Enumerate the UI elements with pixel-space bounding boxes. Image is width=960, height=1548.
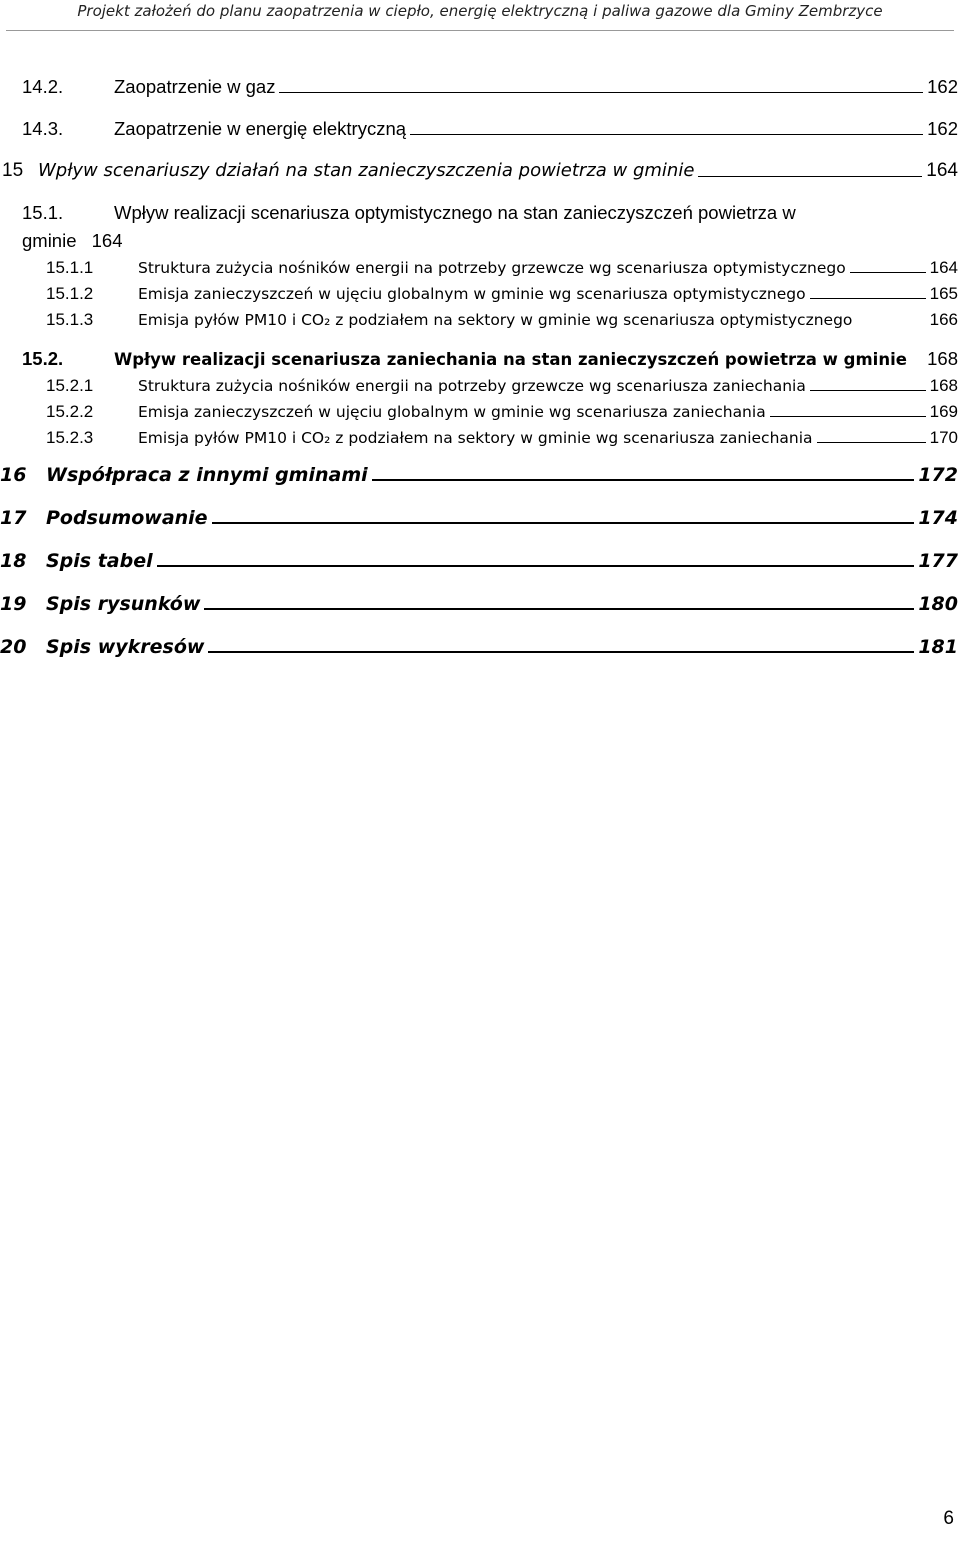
- toc-entry[interactable]: [46, 402, 958, 422]
- toc-entry[interactable]: [22, 76, 958, 98]
- toc-entry-page: 166: [929, 310, 958, 329]
- toc-entry-page: 177: [918, 550, 958, 572]
- toc-entry[interactable]: [0, 593, 958, 615]
- toc-leader-line: [770, 415, 926, 417]
- toc-entry-page: 168: [927, 348, 958, 369]
- toc-entry[interactable]: [46, 284, 958, 304]
- toc-leader-line: [372, 478, 915, 481]
- toc-entry-number: 15.1.: [22, 202, 64, 223]
- toc-leader-line: [698, 175, 922, 177]
- toc-entry-title: Spis wykresów: [46, 636, 205, 658]
- toc-entry-title: Podsumowanie: [46, 507, 208, 529]
- document-header: Projekt założeń do planu zaopatrzenia w ciepło, energię elektryczną i paliwa gazowe dla Gminy Zembrzyce: [77, 2, 883, 20]
- toc-entry-page: 162: [927, 118, 958, 139]
- toc-leader-line: [212, 521, 915, 524]
- toc-entry[interactable]: [46, 310, 958, 330]
- toc-entry-page: 180: [918, 593, 958, 615]
- toc-entry-title-continuation: gminie: [22, 230, 77, 251]
- toc-entry[interactable]: [0, 507, 958, 529]
- toc-entry[interactable]: [2, 160, 958, 182]
- toc-entry[interactable]: [46, 428, 958, 448]
- toc-entry-number: 15.1.2: [46, 284, 94, 303]
- toc-leader-line: [810, 297, 926, 299]
- toc-entry-number: 15.2.: [22, 348, 64, 369]
- toc-leader-line: [157, 564, 915, 567]
- toc-entry-continuation[interactable]: [22, 230, 123, 252]
- toc-entry[interactable]: [22, 118, 958, 140]
- toc-entry[interactable]: [0, 464, 958, 486]
- toc-entry-page: 181: [918, 636, 958, 658]
- toc-entry-number: 18: [0, 550, 27, 572]
- toc-entry-title: Emisja zanieczyszczeń w ujęciu globalnym w gminie wg scenariusza optymistycznego: [138, 285, 806, 303]
- toc-entry-page: 169: [929, 402, 958, 421]
- toc-entry-title: Współpraca z innymi gminami: [46, 464, 368, 486]
- toc-entry-title: Wpływ realizacji scenariusza zaniechania na stan zanieczyszczeń powietrza w gminie: [114, 350, 907, 369]
- toc-entry-number: 15.2.2: [46, 402, 94, 421]
- toc-entry-title: Spis rysunków: [46, 593, 201, 615]
- toc-entry-title: Emisja pyłów PM10 i CO₂ z podziałem na sektory w gminie wg scenariusza zaniechania: [138, 429, 813, 447]
- toc-leader-line: [817, 441, 926, 443]
- page-number: 6: [943, 1508, 954, 1529]
- toc-leader-line: [911, 364, 923, 365]
- toc-entry-title: Zaopatrzenie w energię elektryczną: [114, 118, 407, 139]
- toc-entry-page: 165: [929, 284, 958, 303]
- toc-entry-number: 15.1.3: [46, 310, 94, 329]
- toc-entry-number: 15.2.1: [46, 376, 94, 395]
- toc-entry-title: Emisja pyłów PM10 i CO₂ z podziałem na sektory w gminie wg scenariusza optymistycznego: [138, 311, 853, 329]
- toc-entry-page: 168: [929, 376, 958, 395]
- toc-entry-title: Spis tabel: [46, 550, 153, 572]
- toc-entry-number: 20: [0, 636, 27, 658]
- toc-entry[interactable]: [22, 348, 958, 370]
- toc-entry-page: 164: [91, 230, 123, 251]
- toc-entry-title: Wpływ scenariuszy działań na stan zanieczyszczenia powietrza w gminie: [38, 160, 695, 181]
- toc-entry-page: 174: [918, 507, 958, 529]
- toc-leader-line: [810, 389, 926, 391]
- toc-entry[interactable]: [0, 636, 958, 658]
- toc-entry-page: 172: [918, 464, 958, 486]
- toc-entry-number: 15: [2, 160, 24, 181]
- toc-entry-number: 14.3.: [22, 118, 64, 139]
- toc-entry-title: Wpływ realizacji scenariusza optymistycznego na stan zanieczyszczeń powietrza w: [114, 202, 796, 223]
- toc-entry[interactable]: [46, 376, 958, 396]
- toc-entry-number: 19: [0, 593, 27, 615]
- toc-leader-line: [410, 133, 923, 135]
- toc-leader-line: [208, 650, 914, 653]
- toc-entry-title: Emisja zanieczyszczeń w ujęciu globalnym w gminie wg scenariusza zaniechania: [138, 403, 766, 421]
- header-divider: [6, 30, 954, 31]
- toc-leader-line: [279, 91, 923, 93]
- toc-entry-number: 15.2.3: [46, 428, 94, 447]
- toc-entry-number: 15.1.1: [46, 258, 94, 277]
- toc-entry[interactable]: [22, 202, 958, 224]
- toc-leader-line: [204, 607, 914, 610]
- toc-leader-line: [850, 271, 926, 273]
- toc-entry-number: 17: [0, 507, 27, 529]
- toc-entry-title: Zaopatrzenie w gaz: [114, 76, 276, 97]
- toc-entry-page: 164: [929, 258, 958, 277]
- toc-entry-title: Struktura zużycia nośników energii na potrzeby grzewcze wg scenariusza zaniechania: [138, 377, 806, 395]
- toc-entry-page: 164: [926, 160, 958, 181]
- toc-entry[interactable]: [0, 550, 958, 572]
- toc-entry-number: 16: [0, 464, 27, 486]
- toc-entry-number: 14.2.: [22, 76, 64, 97]
- toc-entry-page: 170: [929, 428, 958, 447]
- toc-entry-title: Struktura zużycia nośników energii na potrzeby grzewcze wg scenariusza optymistycznego: [138, 259, 846, 277]
- toc-leader-line: [856, 324, 925, 325]
- toc-entry[interactable]: [46, 258, 958, 278]
- toc-entry-page: 162: [927, 76, 958, 97]
